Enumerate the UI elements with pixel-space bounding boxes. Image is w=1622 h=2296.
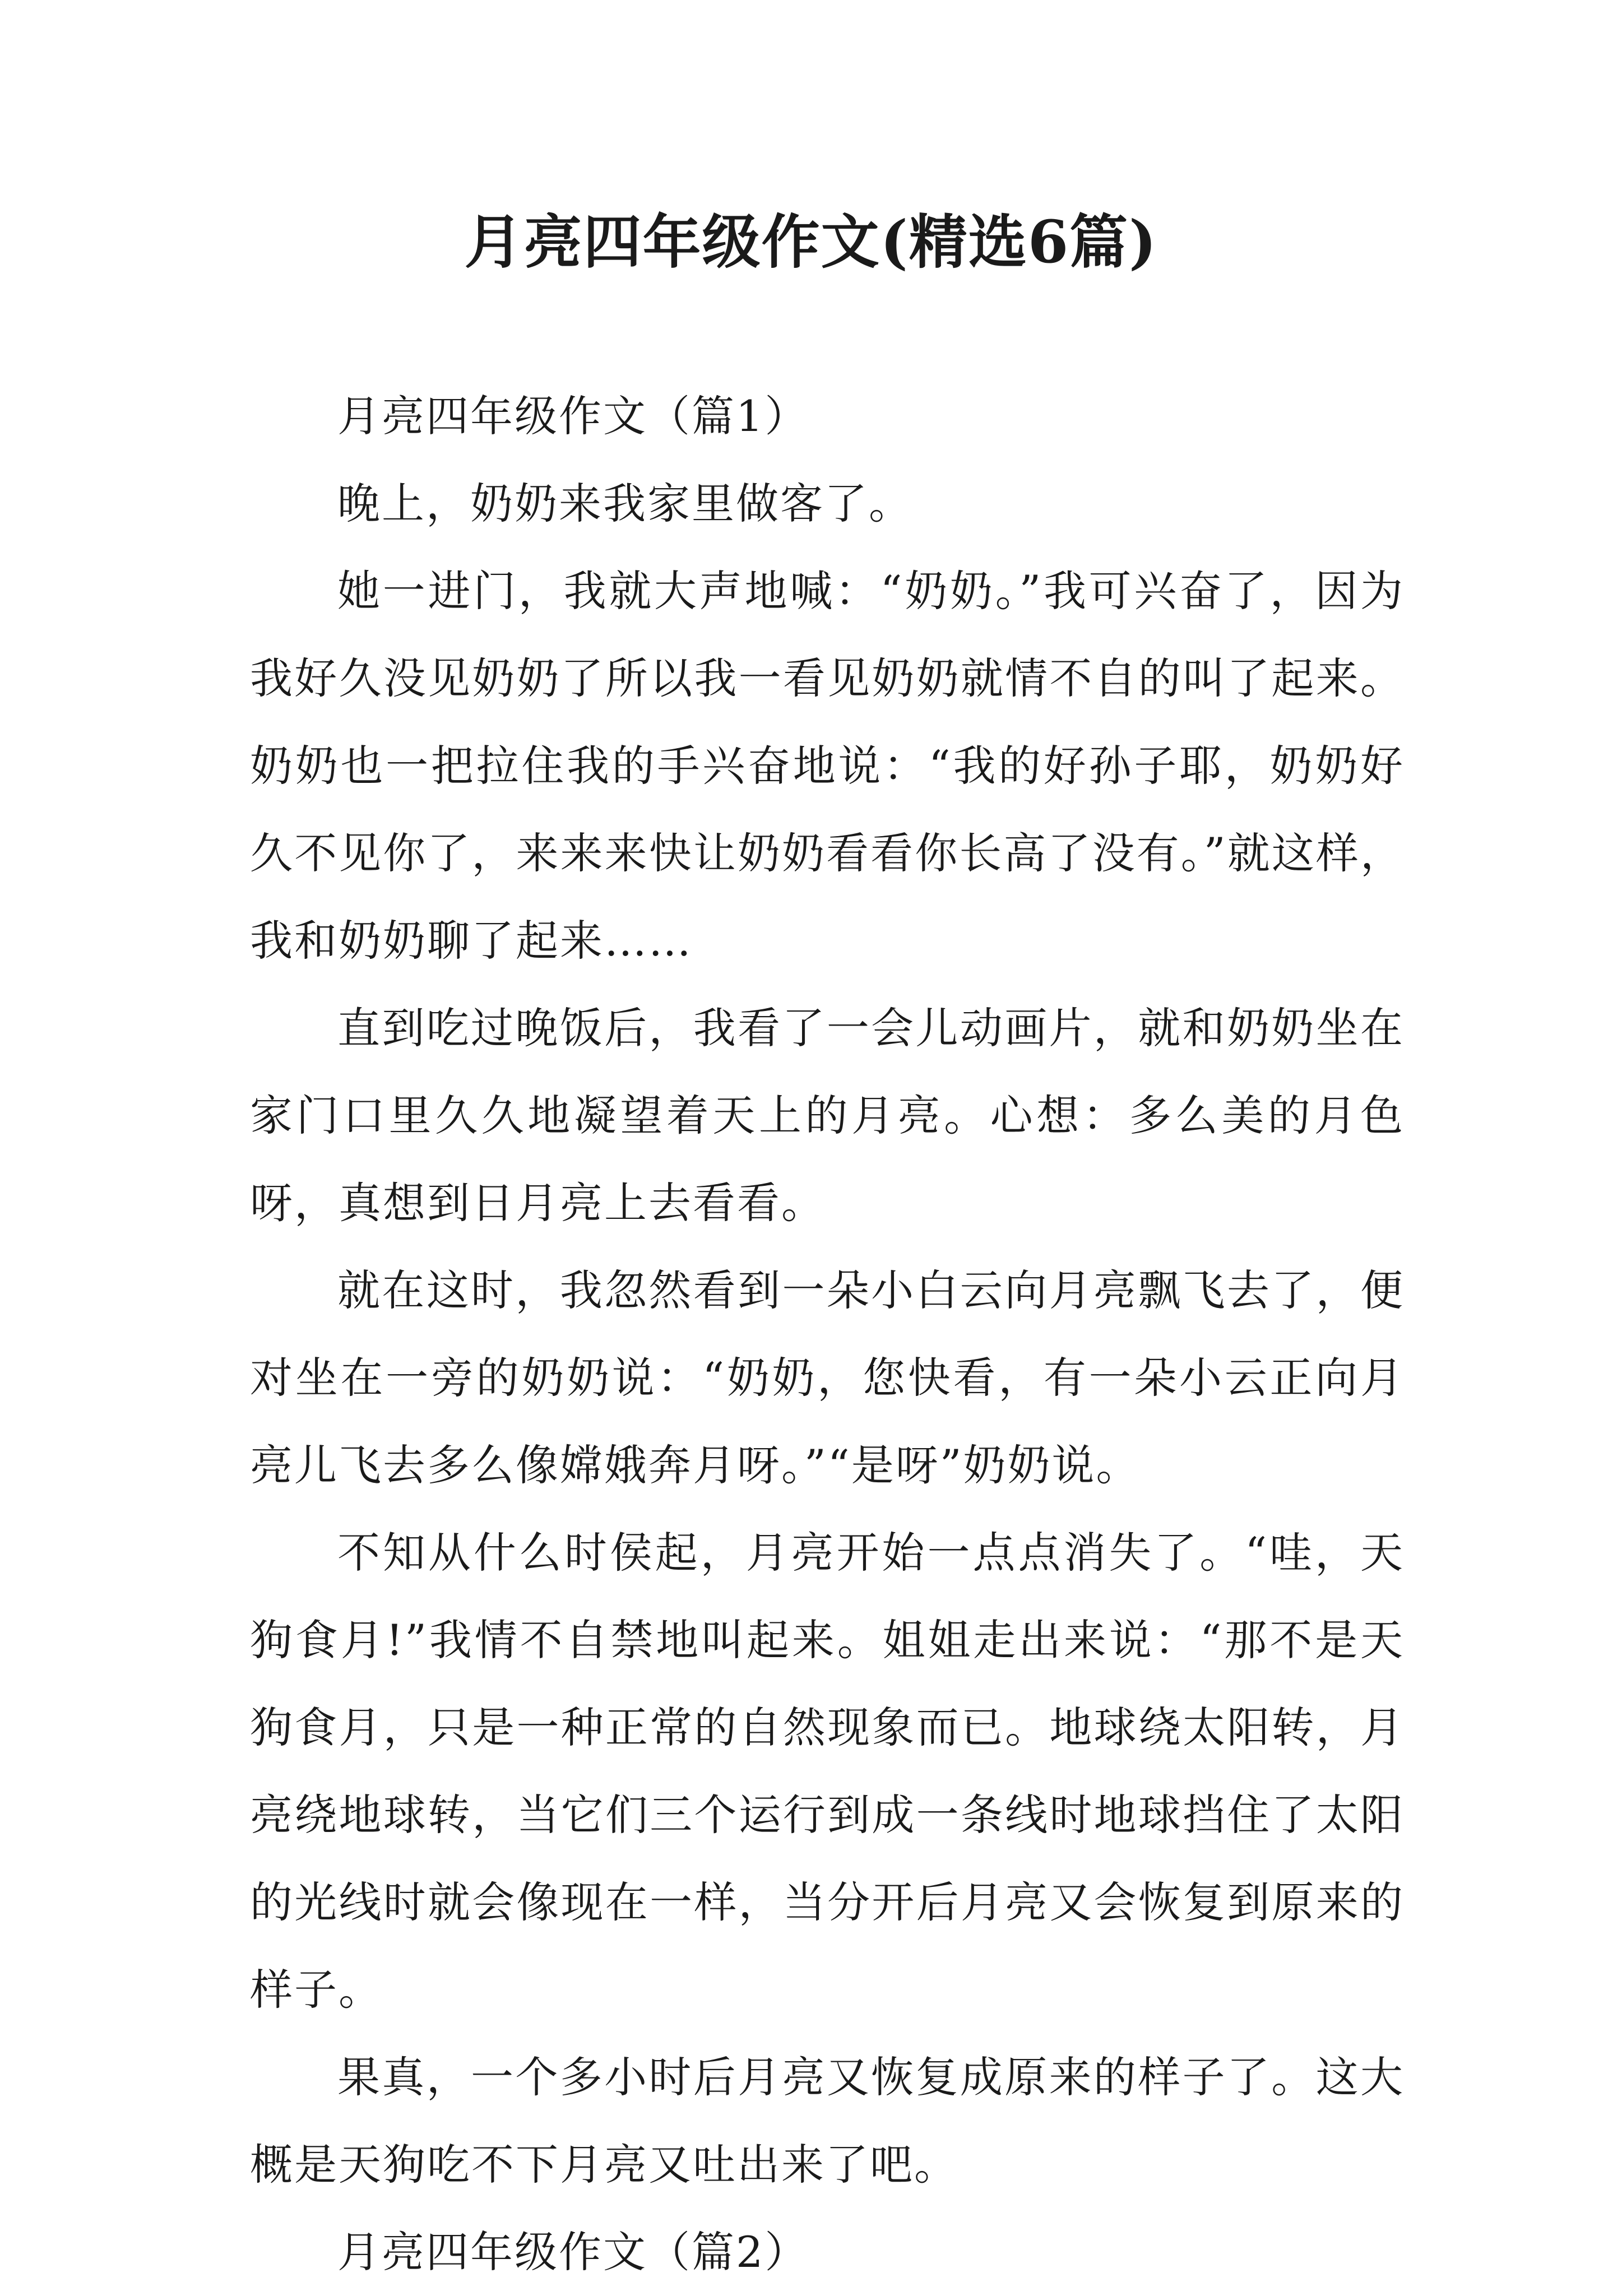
paragraph: 就在这时，我忽然看到一朵小白云向月亮飘飞去了，便对坐在一旁的奶奶说：“奶奶，您快看，有一朵小云正向月亮儿飞去多么像嫦娥奔月呀。”“是呀”奶奶说。 [250, 1265, 1405, 1490]
paragraph: 她一进门，我就大声地喊：“奶奶。”我可兴奋了，因为我好久没见奶奶了所以我一看见奶奶就情不自的叫了起来。奶奶也一把拉住我的手兴奋地说：“我的好孙子耶，奶奶好久不见你了，来来来快让奶奶看看你长高了没有。”就这样，我和奶奶聊了起来…… [250, 566, 1405, 966]
document-body [250, 373, 1405, 2296]
paragraph: 晚上，奶奶来我家里做客了。 [337, 479, 913, 528]
paragraph: 直到吃过晚饭后，我看了一会儿动画片，就和奶奶坐在家门口里久久地凝望着天上的月亮。心想：多么美的月色呀，真想到日月亮上去看看。 [250, 1003, 1405, 1228]
document-title: 月亮四年级作文(精选6篇) [464, 207, 1158, 276]
paragraph: 不知从什么时侯起，月亮开始一点点消失了。“哇，天狗食月!”我情不自禁地叫起来。姐姐走出来说：“那不是天狗食月，只是一种正常的自然现象而已。地球绕太阳转，月亮绕地球转，当它们三个运行到成一条线时地球挡住了太阳的光线时就会像现在一样，当分开后月亮又会恢复到原来的样子。 [250, 1528, 1405, 2015]
section-heading-1: 月亮四年级作文（篇1） [337, 391, 809, 441]
section-heading-2: 月亮四年级作文（篇2） [337, 2227, 809, 2277]
paragraph: 果真，一个多小时后月亮又恢复成原来的样子了。这大概是天狗吃不下月亮又吐出来了吧。 [250, 2052, 1405, 2190]
